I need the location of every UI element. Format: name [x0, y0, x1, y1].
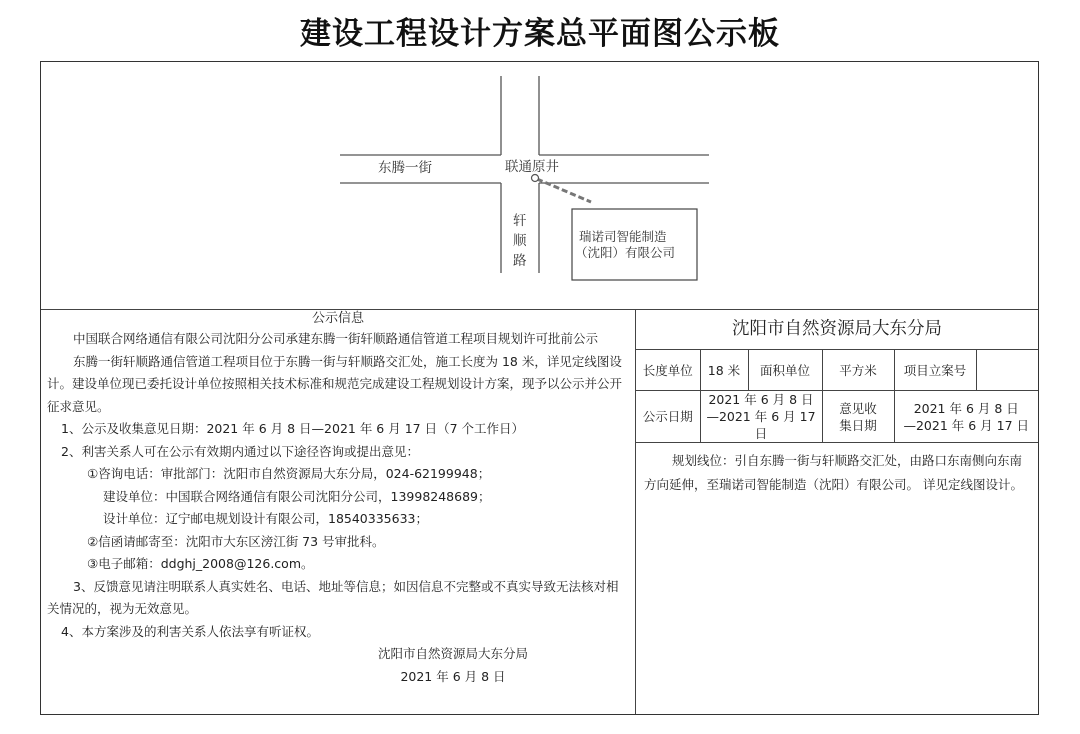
- notice-item-3: 3、反馈意见请注明联系人真实姓名、电话、地址等信息；如因信息不完整或不真实导致无法核对相关情况的，视为无效意见。: [47, 578, 619, 616]
- site-plan-map: [41, 62, 1038, 310]
- collect-date-label: [822, 391, 894, 443]
- length-unit-value: 18 米: [700, 350, 748, 391]
- notice-board: [40, 61, 1039, 715]
- signature-org: 沈阳市自然资源局大东分局: [377, 646, 528, 661]
- contact-phone-approval: ①咨询电话：审批部门：沈阳市自然资源局大东分局，024-62199948；: [87, 466, 491, 481]
- project-info-table: [636, 350, 1038, 443]
- route-description: 规划线位：引自东腾一街与轩顺路交汇处，由路口东南侧向东南方向延伸，至瑞诺司智能制造（沈阳）有限公司。 详见定线图设计。: [644, 453, 1023, 492]
- notice-item-4: 4、本方案涉及的利害关系人依法享有听证权。: [61, 623, 319, 639]
- contact-phone-designer: 设计单位：辽宁邮电规划设计有限公司，18540335633；: [103, 511, 428, 526]
- company-label-line2: （沈阳）有限公司: [575, 245, 676, 260]
- manhole-label: 联通原井: [505, 159, 559, 175]
- site-plan-drawing: [41, 62, 1038, 309]
- filing-number-label: 项目立案号: [894, 350, 976, 391]
- signature-date: 2021 年 6 月 8 日: [400, 668, 506, 684]
- authority-name: 沈阳市自然资源局大东分局: [636, 310, 1038, 350]
- filing-number-value: [976, 350, 1038, 391]
- notice-description: 东腾一街轩顺路通信管道工程项目位于东腾一街与轩顺路交汇处，施工长度为 18 米，详见定线图设计。建设单位现已委托设计单位按照相关技术标准和规范完成建设工程规划设计方案，现予以公示并公开征求意见。: [47, 353, 623, 414]
- collect-date-label-line2: 集日期: [839, 417, 877, 433]
- length-unit-label: 长度单位: [636, 350, 700, 391]
- info-panel: [636, 310, 1038, 714]
- publish-date-value: [700, 391, 822, 443]
- area-unit-value: 平方米: [822, 350, 894, 391]
- manhole-marker: [532, 175, 539, 182]
- notice-item-2: 2、利害关系人可在公示有效期内通过以下途径咨询或提出意见：: [61, 443, 419, 459]
- publish-date-label: 公示日期: [636, 391, 700, 443]
- contact-mail-address: ②信函请邮寄至：沈阳市大东区滂江街 73 号审批科。: [87, 533, 385, 549]
- notice-panel: [41, 310, 636, 714]
- road-label-char-2: 顺: [513, 233, 527, 249]
- collect-date-end: —2021 年 6 月 17 日: [903, 417, 1030, 433]
- street-label-dongteng: 东腾一街: [378, 160, 432, 176]
- notice-item-1: 1、公示及收集意见日期：2021 年 6 月 8 日—2021 年 6 月 17 日（7 个工作日）: [61, 421, 525, 436]
- collect-date-start: 2021 年 6 月 8 日: [913, 400, 1019, 416]
- road-label-char-3: 路: [513, 253, 527, 269]
- contact-email: ③电子邮箱：ddghj_2008@126.com。: [87, 556, 314, 571]
- notice-intro: 中国联合网络通信有限公司沈阳分公司承建东腾一街轩顺路通信管道工程项目规划许可批前公示: [73, 331, 599, 346]
- publish-date-end: —2021 年 6 月 17 日: [706, 409, 816, 441]
- page-title: 建设工程设计方案总平面图公示板: [300, 16, 780, 52]
- road-label-char-1: 轩: [513, 213, 527, 229]
- company-label-line1: 瑞诺司智能制造: [579, 229, 667, 244]
- collect-date-label-line1: 意见收: [839, 400, 877, 416]
- notice-heading: 公示信息: [311, 311, 364, 326]
- area-unit-label: 面积单位: [748, 350, 822, 391]
- contact-phone-builder: 建设单位：中国联合网络通信有限公司沈阳分公司，13998248689；: [103, 488, 491, 504]
- publish-date-start: 2021 年 6 月 8 日: [708, 392, 814, 407]
- collect-date-value: [894, 391, 1038, 443]
